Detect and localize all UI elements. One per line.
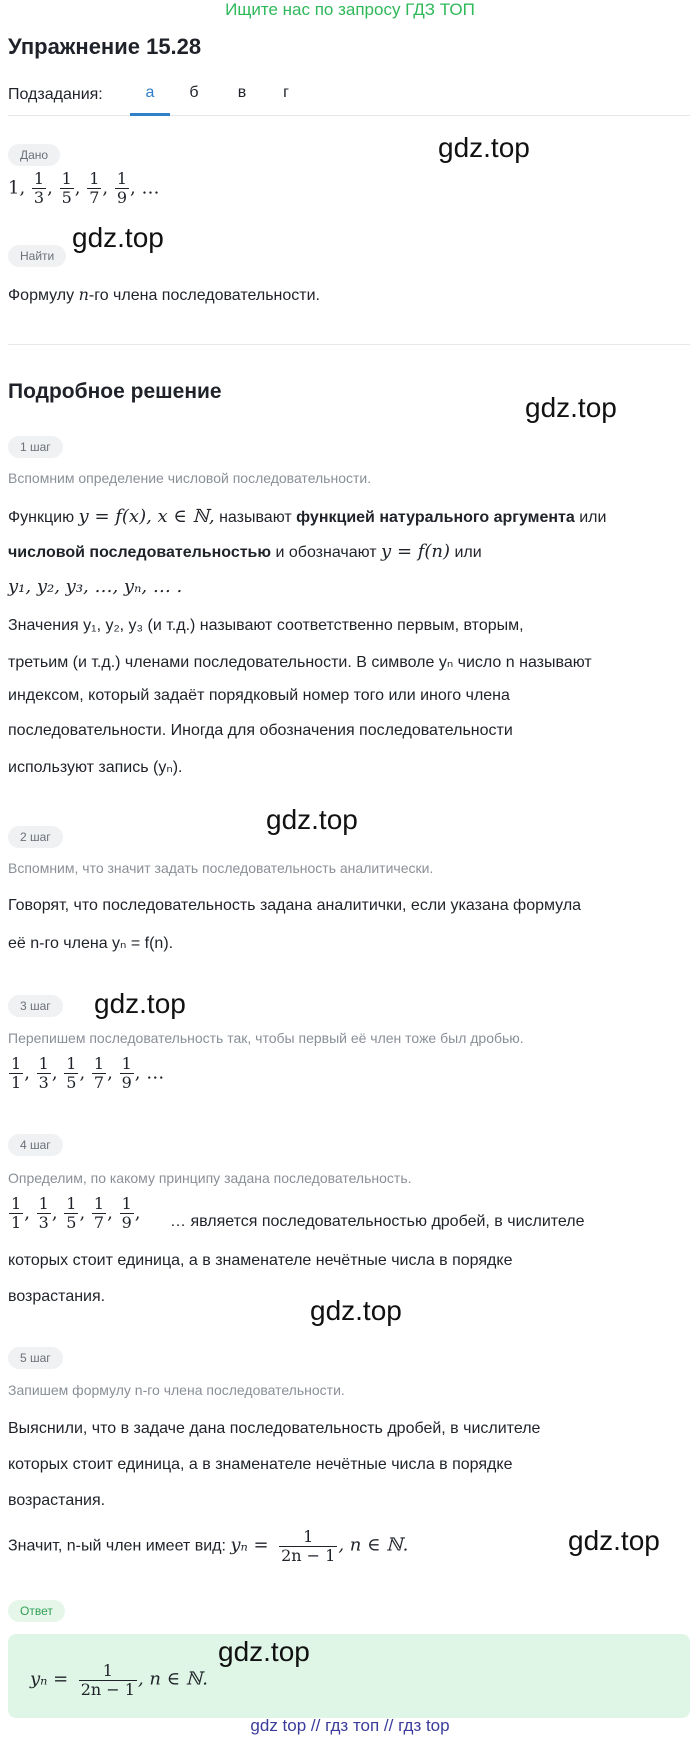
tab-v[interactable]: в: [237, 84, 247, 101]
find-badge: Найти: [8, 245, 66, 267]
step-4-sequence: $\frac{1}{1}$ , $\frac{1}{3}$ , $\frac{1}{5}$ , $\frac{1}{7}$ , $\frac{1}{9}$ ,: [11, 1194, 141, 1232]
step-1-p2-line-4: последовательности. Иногда для обозначения последовательности: [8, 722, 513, 739]
step-4-fraction: $\frac{1}{5}$: [66, 1194, 77, 1232]
subtasks-label: Подзадания:: [8, 86, 103, 103]
step-3-fraction: $\frac{1}{7}$: [93, 1054, 105, 1092]
answer-fraction: $\frac{1}{2n - 1}$: [80, 1661, 135, 1699]
given-fraction: $\frac{1}{3}$: [33, 169, 45, 207]
step-1-badge: 1 шаг: [8, 436, 63, 458]
tabs-divider: [8, 115, 690, 116]
step-2-badge: 2 шаг: [8, 826, 63, 848]
active-tab-indicator: [130, 113, 170, 116]
step-1-p2-line-1: Значения y₁, y₂, y₃ (и т.д.) называют соответственно первым, вторым,: [8, 617, 524, 634]
tab-a[interactable]: а: [145, 84, 155, 101]
step-5-badge: 5 шаг: [8, 1347, 63, 1369]
step-4-fraction: $\frac{1}{3}$: [38, 1194, 49, 1232]
step-5-hint: Запишем формулу n-го члена последовательности.: [8, 1382, 345, 1398]
step-4-fraction: $\frac{1}{7}$: [93, 1194, 105, 1232]
step-3-sequence: $\frac{1}{1}$ , $\frac{1}{3}$ , $\frac{1}{5}$ , $\frac{1}{7}$ , $\frac{1}{9}$ , …: [11, 1054, 165, 1092]
step-3-fraction: $\frac{1}{3}$: [38, 1054, 49, 1092]
watermark: gdz.top: [72, 222, 164, 253]
step-5-line-3: возрастания.: [8, 1492, 106, 1509]
watermark: gdz.top: [438, 132, 530, 163]
step-4-fraction: $\frac{1}{1}$: [11, 1194, 22, 1232]
step-1-paragraph-1: Функцию y = f(x), x ∈ ℕ, называют функцией натурального аргумента или: [8, 506, 607, 527]
step-3-hint: Перепишем последовательность так, чтобы первый её член тоже был дробью.: [8, 1030, 524, 1046]
given-fraction: $\frac{1}{9}$: [116, 169, 128, 207]
given-sequence: 1, $\frac{1}{3}$ , $\frac{1}{5}$ , $\frac{1}{7}$ , $\frac{1}{9}$ , …: [8, 169, 160, 207]
promo-banner: Ищите нас по запросу ГДЗ ТОП: [225, 0, 475, 19]
answer-badge: Ответ: [8, 1600, 65, 1622]
step-2-hint: Вспомним, что значит задать последовательность аналитически.: [8, 860, 434, 876]
step-3-fraction: $\frac{1}{5}$: [66, 1054, 77, 1092]
step-1-sequence-list: y₁, y₂, y₃, …, yₙ, … .: [8, 576, 183, 597]
given-first-term: 1,: [8, 177, 26, 199]
step-5-final-formula: Значит, n-ый член имеет вид: yₙ = $\frac{1}{2n - 1}$ , n ∈ ℕ.: [8, 1527, 409, 1565]
step-3-fraction: $\frac{1}{9}$: [121, 1054, 132, 1092]
watermark: gdz.top: [94, 988, 186, 1019]
step-2-line-1: Говорят, что последовательность задана аналитички, если указана формула: [8, 897, 582, 914]
given-ellipsis: …: [141, 177, 160, 199]
step-5-final-fraction: $\frac{1}{2n - 1}$: [281, 1527, 336, 1565]
step-4-fraction: $\frac{1}{9}$: [121, 1194, 132, 1232]
step-2-line-2: её n-го члена yₙ = f(n).: [8, 935, 174, 952]
page-title: Упражнение 15.28: [8, 34, 202, 59]
step-4-hint: Определим, по какому принципу задана последовательность.: [8, 1170, 412, 1186]
section-divider: [8, 344, 690, 345]
watermark: gdz.top: [310, 1295, 402, 1326]
watermark: gdz.top: [568, 1525, 660, 1556]
tab-g[interactable]: г: [283, 84, 289, 101]
answer-formula: yₙ = $\frac{1}{2n - 1}$ , n ∈ ℕ.: [30, 1661, 208, 1699]
watermark: gdz.top: [218, 1636, 310, 1667]
step-1-p2-line-3: индексом, который задаёт порядковый номер того или иного члена: [8, 687, 510, 704]
step-4-line-1: … является последовательностью дробей, в числителе: [170, 1213, 585, 1230]
step-1-paragraph-1-cont: числовой последовательностью и обозначают y = f(n) или: [8, 541, 482, 562]
find-text: Формулу n-го члена последовательности.: [8, 285, 320, 304]
solution-title: Подробное решение: [8, 380, 222, 403]
given-badge: Дано: [8, 144, 60, 166]
step-4-line-3: возрастания.: [8, 1288, 106, 1305]
step-1-p2-line-2: третьим (и т.д.) членами последовательности. В символе yₙ число n называют: [8, 654, 592, 671]
tab-b[interactable]: б: [189, 84, 199, 101]
given-fraction: $\frac{1}{7}$: [89, 169, 100, 207]
given-fraction: $\frac{1}{5}$: [61, 169, 72, 207]
step-5-line-1: Выяснили, что в задаче дана последовательность дробей, в числителе: [8, 1420, 541, 1437]
step-1-hint: Вспомним определение числовой последовательности.: [8, 470, 372, 486]
footer-links[interactable]: gdz top // гдз топ // гдз top: [250, 1716, 450, 1735]
step-4-badge: 4 шаг: [8, 1134, 63, 1156]
step-1-p2-line-5: используют запись (yₙ).: [8, 759, 183, 776]
step-4-line-2: которых стоит единица, а в знаменателе нечётные числа в порядке: [8, 1252, 513, 1269]
step-5-line-2: которых стоит единица, а в знаменателе нечётные числа в порядке: [8, 1456, 513, 1473]
watermark: gdz.top: [525, 392, 617, 423]
watermark: gdz.top: [266, 804, 358, 835]
step-3-badge: 3 шаг: [8, 995, 63, 1017]
step-3-fraction: $\frac{1}{1}$: [11, 1054, 22, 1092]
